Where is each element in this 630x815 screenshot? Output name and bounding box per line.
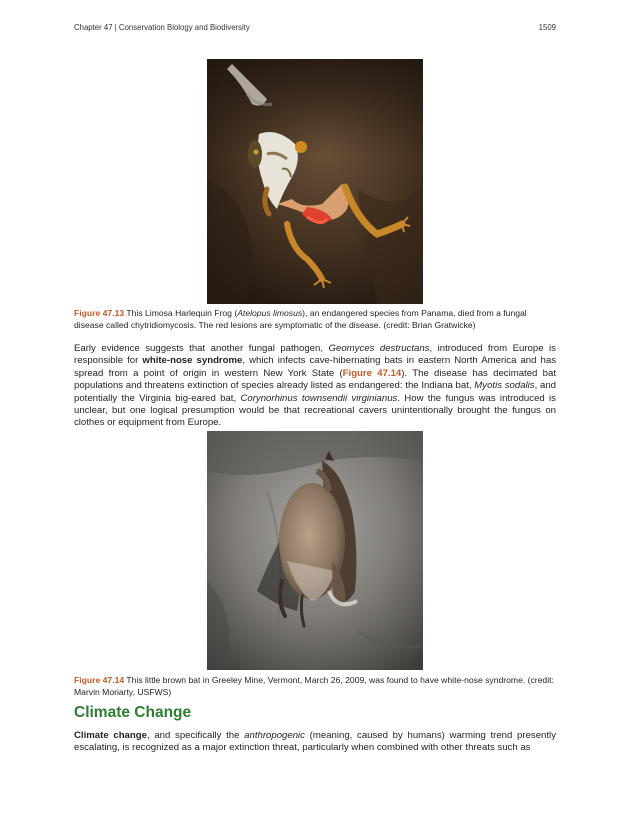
figure-47-14-label: Figure 47.14 — [74, 675, 125, 685]
bat-photo — [207, 431, 423, 670]
frog-photo — [207, 59, 423, 304]
section-heading-climate-change: Climate Change — [74, 704, 192, 721]
body-paragraph-2: Climate change, and specifically the anthropogenic (meaning, caused by humans) warming trend presently escalating, is recognized as a major extinction threat, particularly when combined with other threats such as — [74, 730, 556, 754]
figure-47-14-link[interactable]: Figure 47.14 — [342, 367, 402, 379]
body-paragraph-1: Early evidence suggests that another fungal pathogen, Geomyces destructans, introduced from Europe is responsible for white-nose syndrome, which infects cave-hibernating bats in eastern North America and has spread from a point of origin in western New York State (Figure 47.14). The disease has decimated bat populations and threatens extinction of species already listed as endangered: the Indiana bat, Myotis sodalis, and potentially the Virginia big-eared bat, Corynorhinus townsendii virginianus. How the fungus was introduced is unclear, but one logical presumption would be that recreational cavers unintentionally brought the fungus on clothes or equipment from Europe. — [74, 343, 557, 429]
page-number: 1509 — [538, 23, 556, 32]
page-header — [74, 23, 556, 35]
chapter-title: Chapter 47 | Conservation Biology and Biodiversity — [74, 23, 250, 32]
figure-47-13-label: Figure 47.13 — [74, 308, 125, 318]
figure-47-14-caption: Figure 47.14 This little brown bat in Greeley Mine, Vermont, March 26, 2009, was found to have white-nose syndrome. (credit: Marvin Moriarty, USFWS) — [74, 675, 554, 697]
figure-47-13-caption: Figure 47.13 This Limosa Harlequin Frog (Atelopus limosus), an endangered species from Panama, died from a fungal disease called chytridiomycosis. The red lesions are symptomatic of the disease. (credit: Brian Gratwicke) — [74, 308, 527, 330]
